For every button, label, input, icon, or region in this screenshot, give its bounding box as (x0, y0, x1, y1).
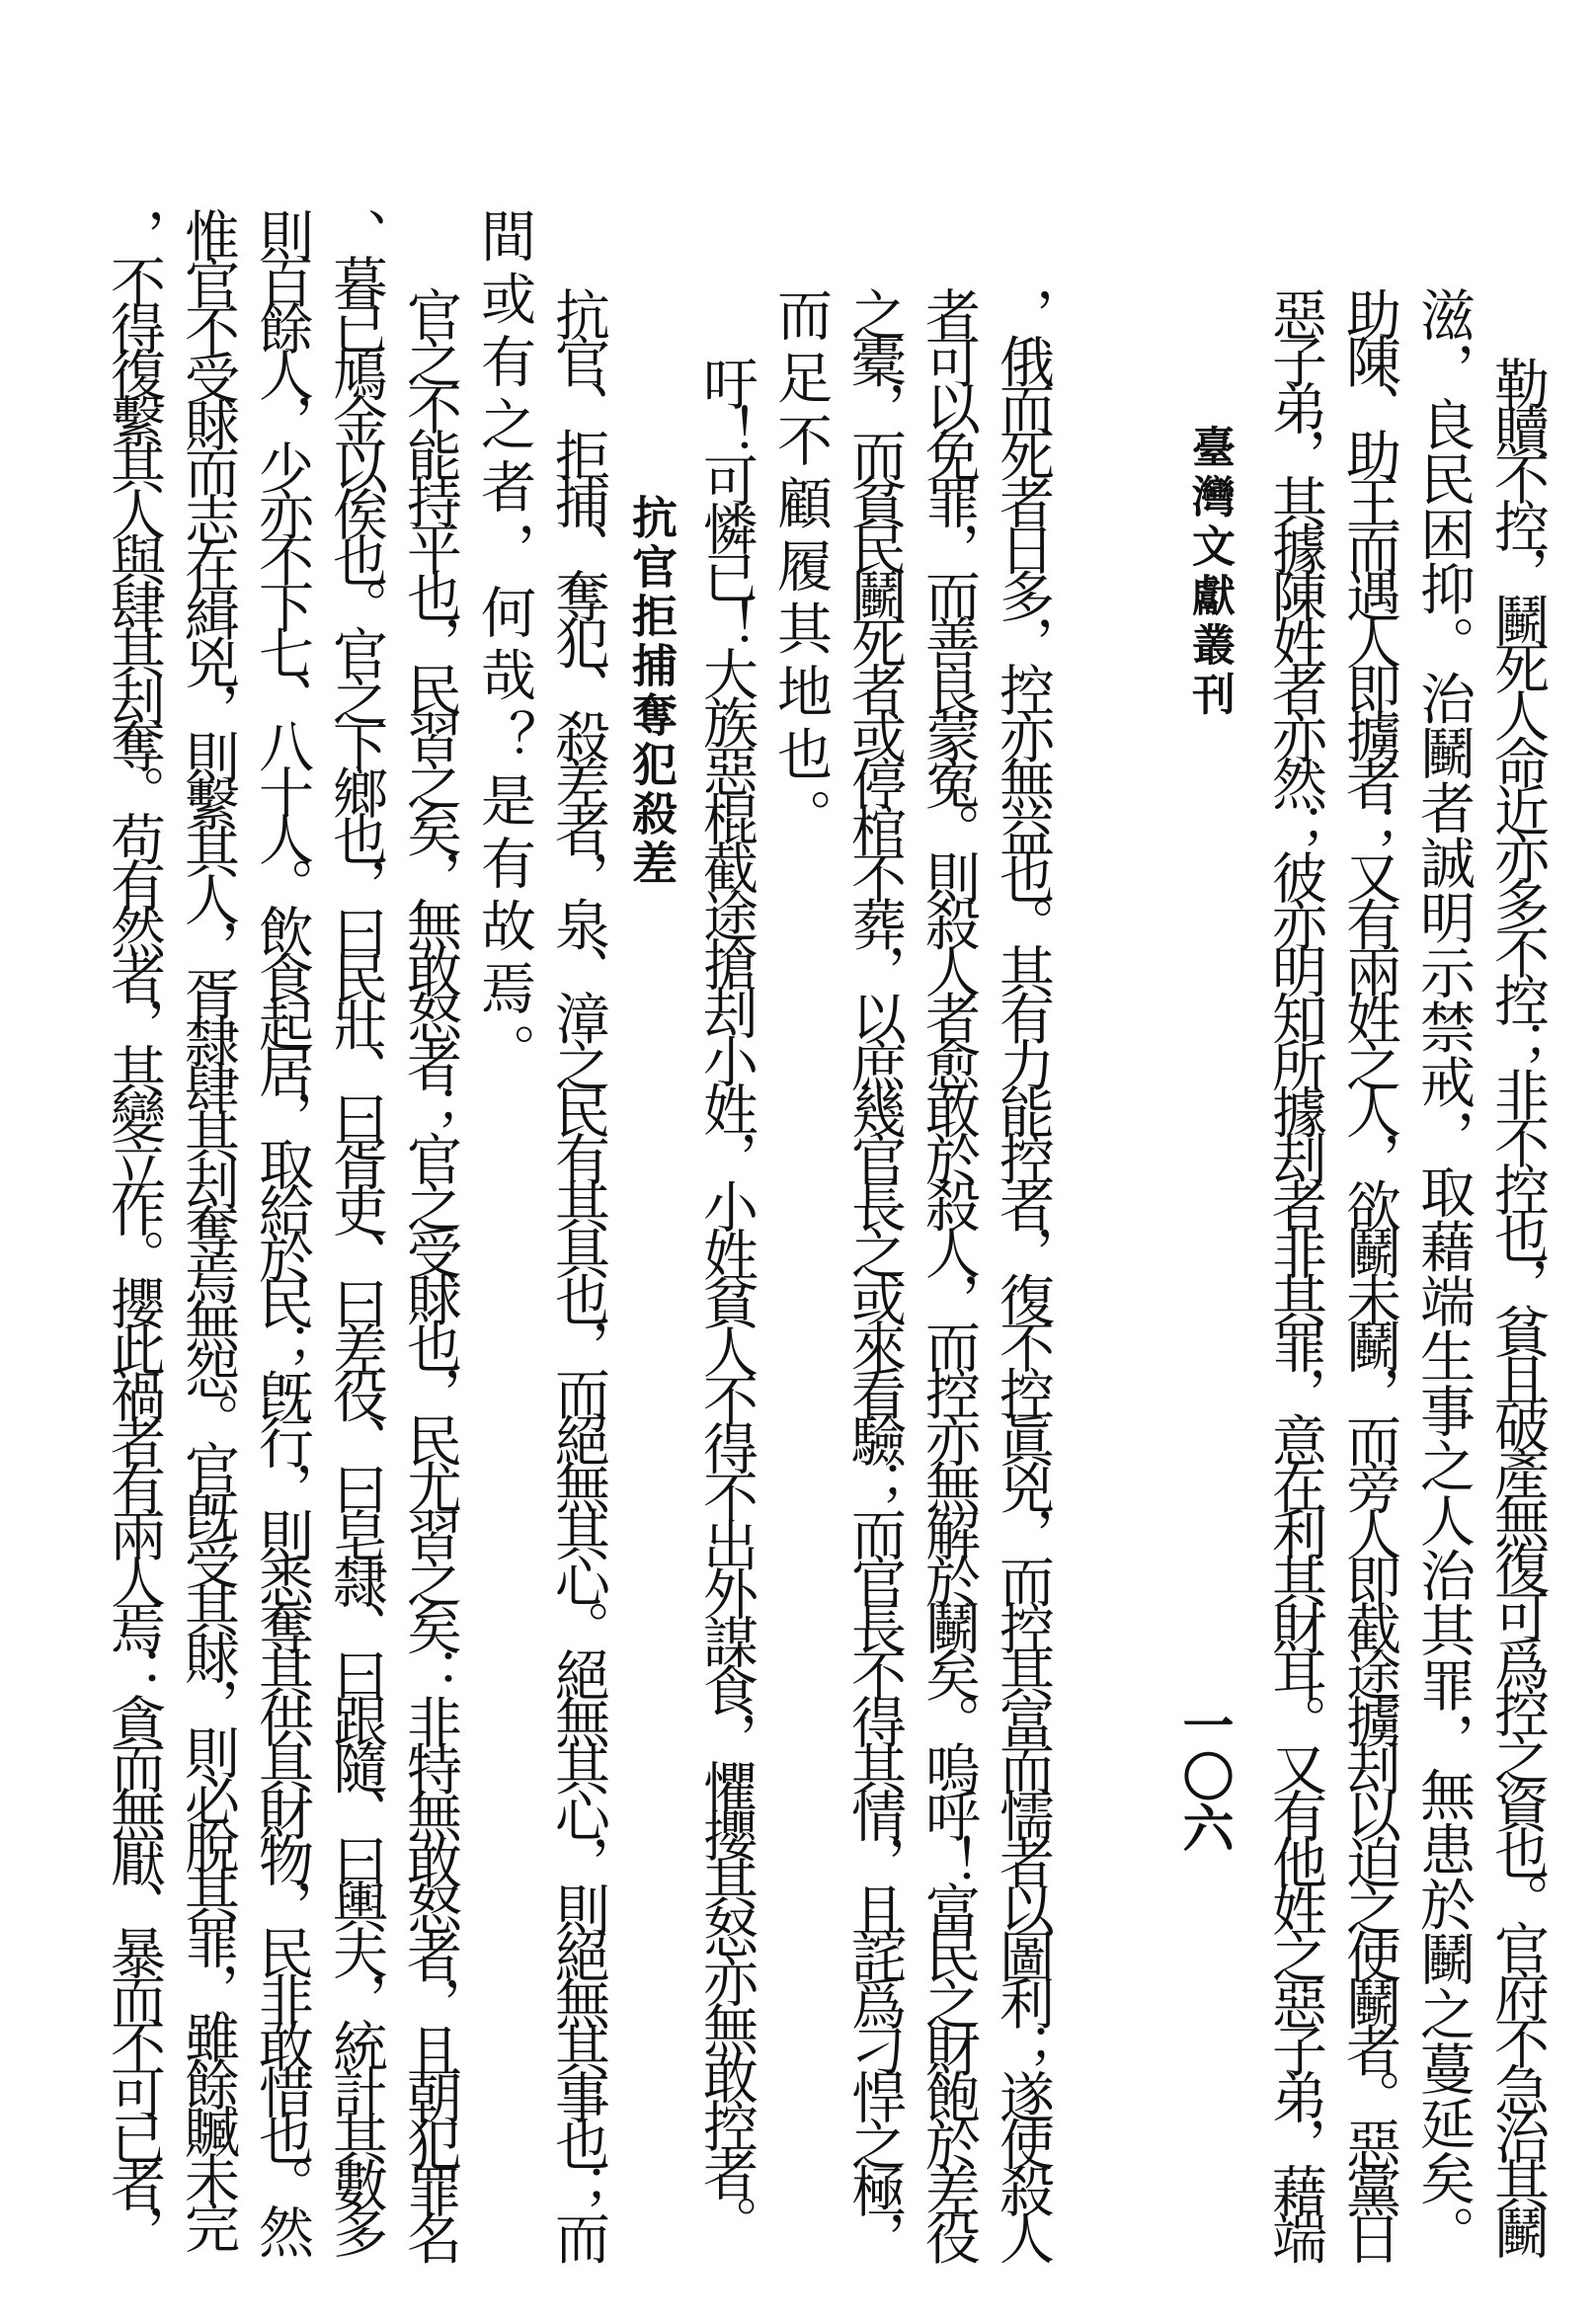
running-header: 臺灣文獻叢刊 (1184, 425, 1235, 721)
text-column-2: 助陳、助王而遇人即擄者；又有兩姓之人，欲鬭未鬭，而旁人即截途擄刦以迫之使鬭者。惡黨日 (1337, 286, 1401, 2257)
text-column-13: 官之不能持平也，民習之矣，無敢怒者；官之受賕也，民尤習之矣：非特無敢怒者，且朝犯罪名 (398, 286, 462, 2257)
text-column-7: 之橐，而貧民鬭死者或停棺不葬，以庶幾官長之或來看驗；而官長不得其情，且詫爲刁悍之極， (842, 286, 907, 2257)
text-column-14: 、暮已鳩金以俟也。官之下鄉也，曰民壯、曰胥吏、曰差役、曰皂隸、曰跟隨、曰輿夫，統計其數多 (324, 207, 388, 2250)
text-column-9: 吁！可憐已！大族惡棍截途搶刦小姓，小姓貧人不得不出外謀食，懼攖其怒亦無敢控者。 (694, 356, 758, 2243)
text-column-4: 勒贖不控，鬭死人命近亦多不控；非不控也，貧且破產無復可爲控之資也。官府不急治其鬭 (1485, 356, 1550, 2252)
text-column-11: 抗官、拒捕、奪犯、殺差者，泉、漳之民有其具也，而絕無其心。絕無其心，則絕無其事也；而 (546, 286, 610, 2257)
text-column-15: 則百餘人，少亦不下七、八十人。飲食起居，取給於民；旣行，則悉奪其供具財物，民非敢惜也。然 (250, 207, 314, 2250)
text-column-16: 惟官不受賕而志在緝兇，則繫其人，胥隸肆其刦奪焉無怨。官旣受其賕，則必脫其罪，雖餘贓未完 (176, 207, 240, 2246)
text-column-5: ，俄而死者日多，控亦無益也。其有力能控者，復不控眞兇，而控其富而懦者以圖利；遂使殺人 (991, 286, 1055, 2257)
section-heading: 抗官拒捕奪犯殺差 (625, 494, 678, 889)
text-column-6: 者可以免罪，而善良蒙寃。則殺人者愈敢於殺人，而控亦無解於鬭矣。嗚呼！富民之財飽於差役 (917, 286, 981, 2257)
text-column-1: 惡子弟，其據陳姓者亦然；彼亦明知所據刦者非其罪，意在利其財耳。又有他姓之惡子弟，藉端 (1263, 286, 1327, 2257)
text-column-17: ，不得復繫其人與肆其刦奪。苟有然者，其變立作。攖此禍者有兩人焉：貪而無厭、暴而不可已者， (102, 207, 166, 2250)
text-column-12: 間或有之者，何哉？是有故焉。 (472, 207, 536, 1085)
text-column-3: 滋，良民困抑。治鬭者誠明示禁戒，取藉端生事之人治其罪，無患於鬭之蔓延矣。 (1411, 286, 1476, 2260)
page-number: 一〇六 (1173, 1699, 1234, 1853)
text-column-8: 而足不顧履其地也。 (768, 286, 833, 851)
